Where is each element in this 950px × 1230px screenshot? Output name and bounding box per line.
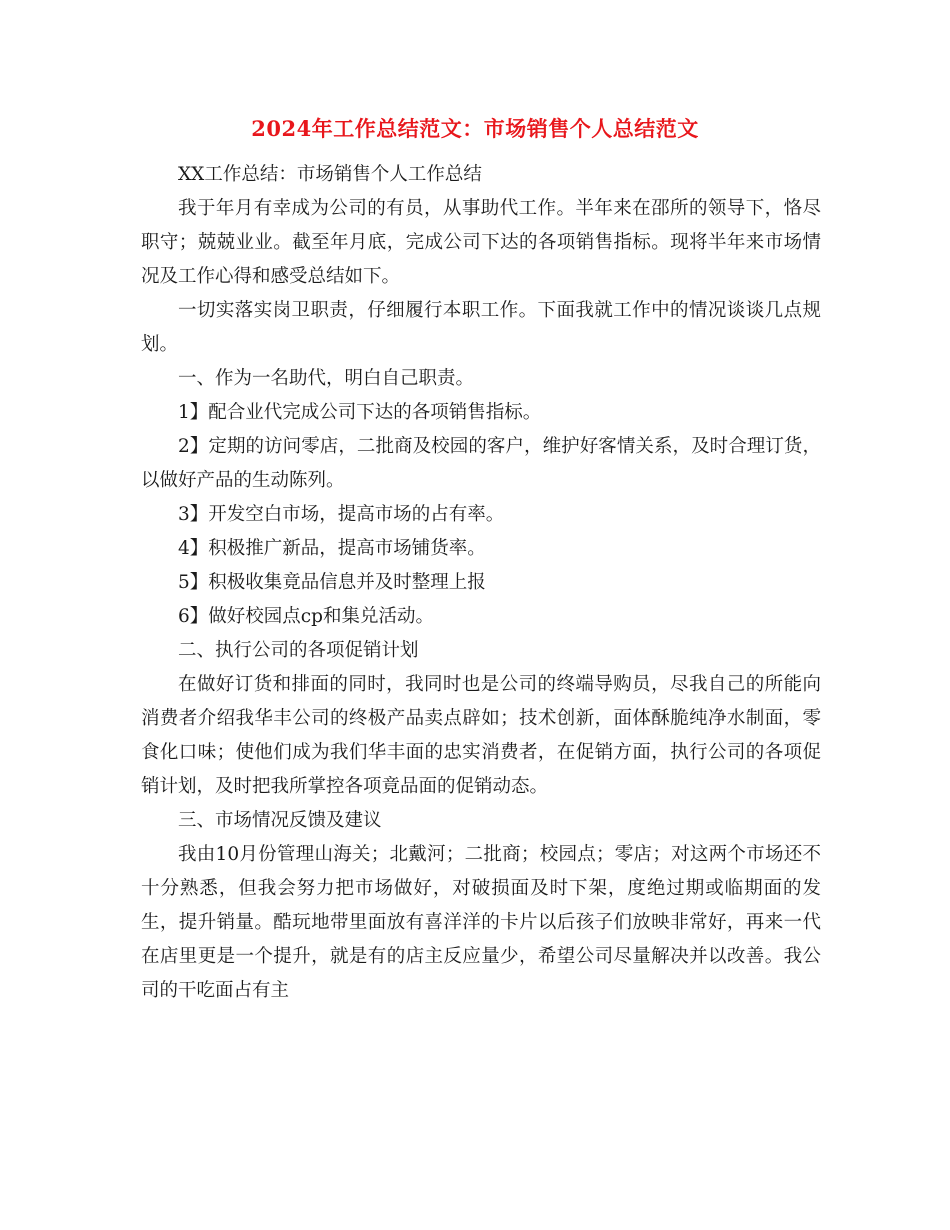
paragraph-promotion: 在做好订货和排面的同时，我同时也是公司的终端导购员，尽我自己的所能向消费者介绍我华丰公司的终极产品卖点辟如；技术创新，面体酥脆纯净水制面，零食化口味；使他们成为我们华丰面的忠实消费者，在促销方面，执行公司的各项促销计划，及时把我所掌控各项竟品面的促销动态。	[141, 674, 821, 797]
paragraph-intro: 我于年月有幸成为公司的有员，从事助代工作。半年来在邵所的领导下，恪尽职守；兢兢业业。截至年月底，完成公司下达的各项销售指标。现将半年来市场情况及工作心得和感受总结如下。	[141, 198, 821, 287]
paragraph-market: 我由10月份管理山海关；北戴河；二批商；校园点；零店；对这两个市场还不十分熟悉，但我会努力把市场做好，对破损面及时下架，度绝过期或临期面的发生，提升销量。酷玩地带里面放有喜洋洋的卡片以后孩子们放映非常好，再来一代在店里更是一个提升，就是有的店主反应量少，希望公司尽量解决并以改善。我公司的干吃面占有主	[141, 844, 821, 1001]
list-item: 5】积极收集竟品信息并及时整理上报	[178, 572, 486, 593]
list-item: 6】做好校园点cp和集兑活动。	[178, 606, 434, 627]
list-item: 2】定期的访问零店，二批商及校园的客户，维护好客情关系，及时合理订货，以做好产品的生动陈列。	[141, 436, 821, 491]
list-item: 1】配合业代完成公司下达的各项销售指标。	[178, 402, 542, 423]
section-heading-1: 一、作为一名助代，明白自己职责。	[178, 368, 475, 389]
section-heading-2: 二、执行公司的各项促销计划	[178, 640, 419, 661]
paragraph-duty: 一切实落实岗卫职责，仔细履行本职工作。下面我就工作中的情况谈谈几点规划。	[141, 300, 821, 355]
document-title: 2024年工作总结范文：市场销售个人总结范文	[251, 116, 699, 141]
list-item: 4】积极推广新品，提高市场铺货率。	[178, 538, 486, 559]
document-body	[141, 158, 821, 1008]
paragraph-subtitle: XX工作总结：市场销售个人工作总结	[178, 164, 482, 185]
section-heading-3: 三、市场情况反馈及建议	[178, 810, 382, 831]
list-item: 3】开发空白市场，提高市场的占有率。	[178, 504, 505, 525]
